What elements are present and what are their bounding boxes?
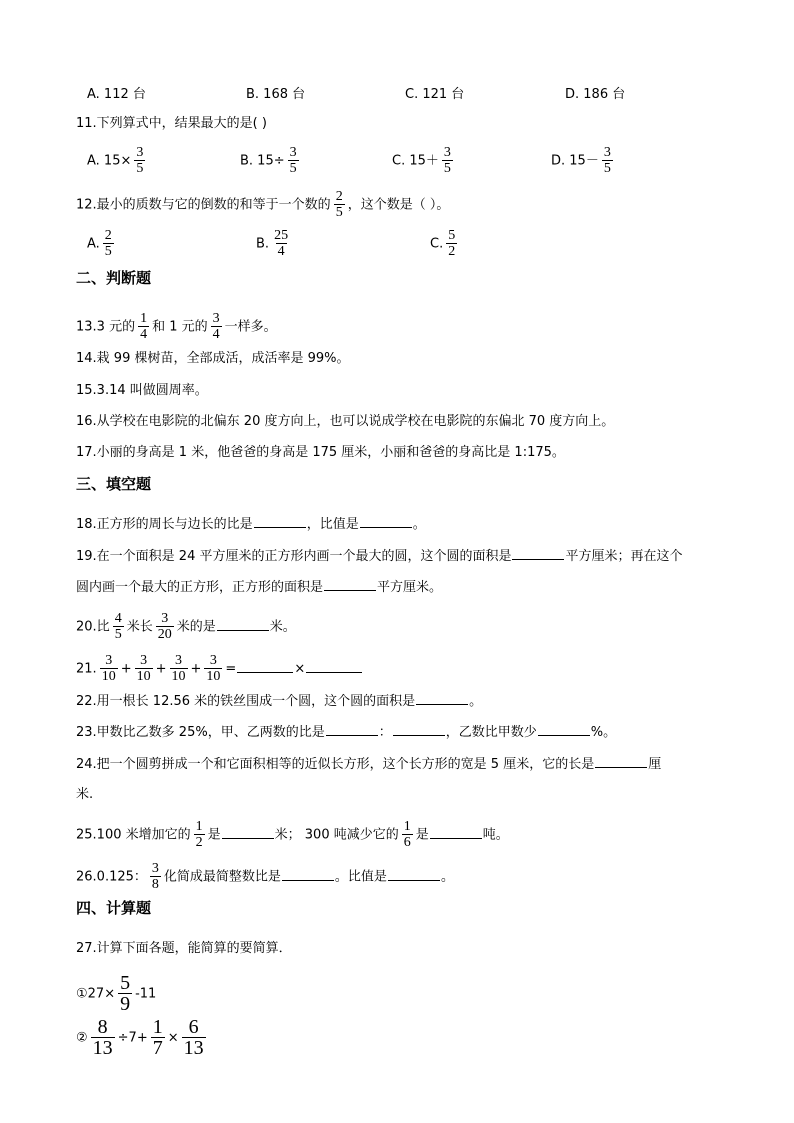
fraction: $\frac{3}{4}$ [212, 311, 220, 342]
answer-blank[interactable] [595, 754, 647, 768]
fraction: $\frac{6}{13}$ [183, 1016, 204, 1059]
q15: 15.3.14 叫做圆周率。 [76, 383, 208, 398]
q12-option-a: A. $\frac{2}{5}$ [87, 228, 112, 259]
q22: 22.用一根长 12.56 米的铁丝围成一个圆，这个圆的面积是 。 [76, 691, 482, 711]
answer-blank[interactable] [237, 659, 293, 673]
fraction: $\frac{3}{10}$ [101, 653, 116, 684]
q10-option-c: C. 121 台 [405, 87, 465, 102]
answer-blank[interactable] [326, 722, 378, 736]
q10-option-b: B. 168 台 [246, 87, 306, 102]
fraction: $\frac{2}{5}$ [104, 228, 112, 259]
answer-blank[interactable] [388, 867, 440, 881]
q19-line2: 圆内画一个最大的正方形，正方形的面积是 平方厘米。 [76, 577, 442, 597]
answer-blank[interactable] [222, 825, 274, 839]
fraction: $\frac{25}{4}$ [274, 228, 289, 259]
q11-option-c: C. 15＋ $\frac{3}{5}$ [392, 145, 451, 176]
fraction: $\frac{1}{7}$ [152, 1016, 163, 1059]
answer-blank[interactable] [393, 722, 445, 736]
q19-line1: 19.在一个面积是 24 平方厘米的正方形内画一个最大的圆，这个圆的面积是 平方厘米；再在这个 [76, 546, 683, 566]
section-heading-fill-blank: 三、填空题 [76, 475, 152, 493]
fraction: $\frac{2}{5}$ [335, 189, 343, 220]
q17: 17.小丽的身高是 1 米，他爸爸的身高是 175 厘米，小丽和爸爸的身高比是 1:175。 [76, 445, 565, 460]
fraction: $\frac{1}{4}$ [140, 311, 148, 342]
q11-option-b: B. 15÷ $\frac{3}{5}$ [240, 145, 297, 176]
fraction: $\frac{3}{5}$ [443, 145, 451, 176]
q11-option-d: D. 15－ $\frac{3}{5}$ [551, 145, 611, 176]
q14: 14.栽 99 棵树苗，全部成活，成活率是 99%。 [76, 351, 350, 366]
fraction: $\frac{1}{6}$ [403, 819, 411, 850]
answer-blank[interactable] [360, 514, 412, 528]
answer-blank[interactable] [306, 659, 362, 673]
fraction: $\frac{1}{2}$ [195, 819, 203, 850]
fraction: $\frac{3}{8}$ [151, 861, 159, 892]
q16: 16.从学校在电影院的北偏东 20 度方向上，也可以说成学校在电影院的东偏北 70 度方向上。 [76, 414, 615, 429]
q11-stem: 11.下列算式中，结果最大的是( ) [76, 116, 267, 131]
q12-stem: 12.最小的质数与它的倒数的和等于一个数的 $\frac{2}{5}$ ，这个数是（ ）。 [76, 189, 450, 220]
fraction: $\frac{5}{9}$ [120, 972, 131, 1015]
section-heading-judgement: 二、判断题 [76, 269, 152, 287]
answer-blank[interactable] [416, 691, 468, 705]
q10-option-d: D. 186 台 [565, 87, 626, 102]
answer-blank[interactable] [282, 867, 334, 881]
q24-line2: 米. [76, 787, 94, 802]
q27-expr-1: ①27× $\frac{5}{9}$ -11 [76, 972, 157, 1015]
q12-option-c: C. $\frac{5}{2}$ [430, 228, 456, 259]
answer-blank[interactable] [512, 546, 564, 560]
q13: 13.3 元的 $\frac{1}{4}$ 和 1 元的 $\frac{3}{4}$ 一样多。 [76, 311, 277, 342]
fraction: $\frac{4}{5}$ [114, 611, 122, 642]
fraction: $\frac{3}{20}$ [157, 611, 172, 642]
fraction: $\frac{3}{5}$ [289, 145, 297, 176]
q27-expr-2: ② $\frac{8}{13}$ ÷7+ $\frac{1}{7}$ × $\frac{6}{13}$ [76, 1016, 204, 1059]
answer-blank[interactable] [217, 617, 269, 631]
q25: 25.100 米增加它的 $\frac{1}{2}$ 是 米； 300 吨减少它的 $\frac{1}{6}$ 是 吨。 [76, 819, 509, 850]
fraction: $\frac{3}{5}$ [603, 145, 611, 176]
q21: 21. $\frac{3}{10}$ + $\frac{3}{10}$ + $\frac{3}{10}$ + $\frac{3}{10}$ = × [76, 654, 363, 684]
q27-stem: 27.计算下面各题，能简算的要简算． [76, 941, 292, 956]
fraction: $\frac{8}{13}$ [92, 1016, 113, 1059]
fraction: $\frac{3}{5}$ [136, 145, 144, 176]
q11-option-a: A. 15× $\frac{3}{5}$ [87, 145, 144, 176]
fraction: $\frac{3}{10}$ [206, 653, 221, 684]
section-heading-calculation: 四、计算题 [76, 899, 152, 917]
answer-blank[interactable] [538, 722, 590, 736]
fraction: $\frac{3}{10}$ [136, 653, 151, 684]
q24-line1: 24.把一个圆剪拼成一个和它面积相等的近似长方形，这个长方形的宽是 5 厘米，它的长是 厘 [76, 754, 661, 774]
q10-option-a: A. 112 台 [87, 87, 146, 102]
fraction: $\frac{3}{10}$ [171, 653, 186, 684]
q12-option-b: B. $\frac{25}{4}$ [256, 228, 289, 259]
answer-blank[interactable] [254, 514, 306, 528]
answer-blank[interactable] [324, 577, 376, 591]
q20: 20.比 $\frac{4}{5}$ 米长 $\frac{3}{20}$ 米的是 米。 [76, 611, 296, 642]
fraction: $\frac{5}{2}$ [448, 228, 456, 259]
answer-blank[interactable] [430, 825, 482, 839]
q23: 23.甲数比乙数多 25%，甲、乙两数的比是 ： ，乙数比甲数少 %。 [76, 722, 616, 742]
q18: 18.正方形的周长与边长的比是 ，比值是 。 [76, 514, 426, 534]
q26: 26.0.125： $\frac{3}{8}$ 化简成最简整数比是 。比值是 。 [76, 861, 454, 892]
